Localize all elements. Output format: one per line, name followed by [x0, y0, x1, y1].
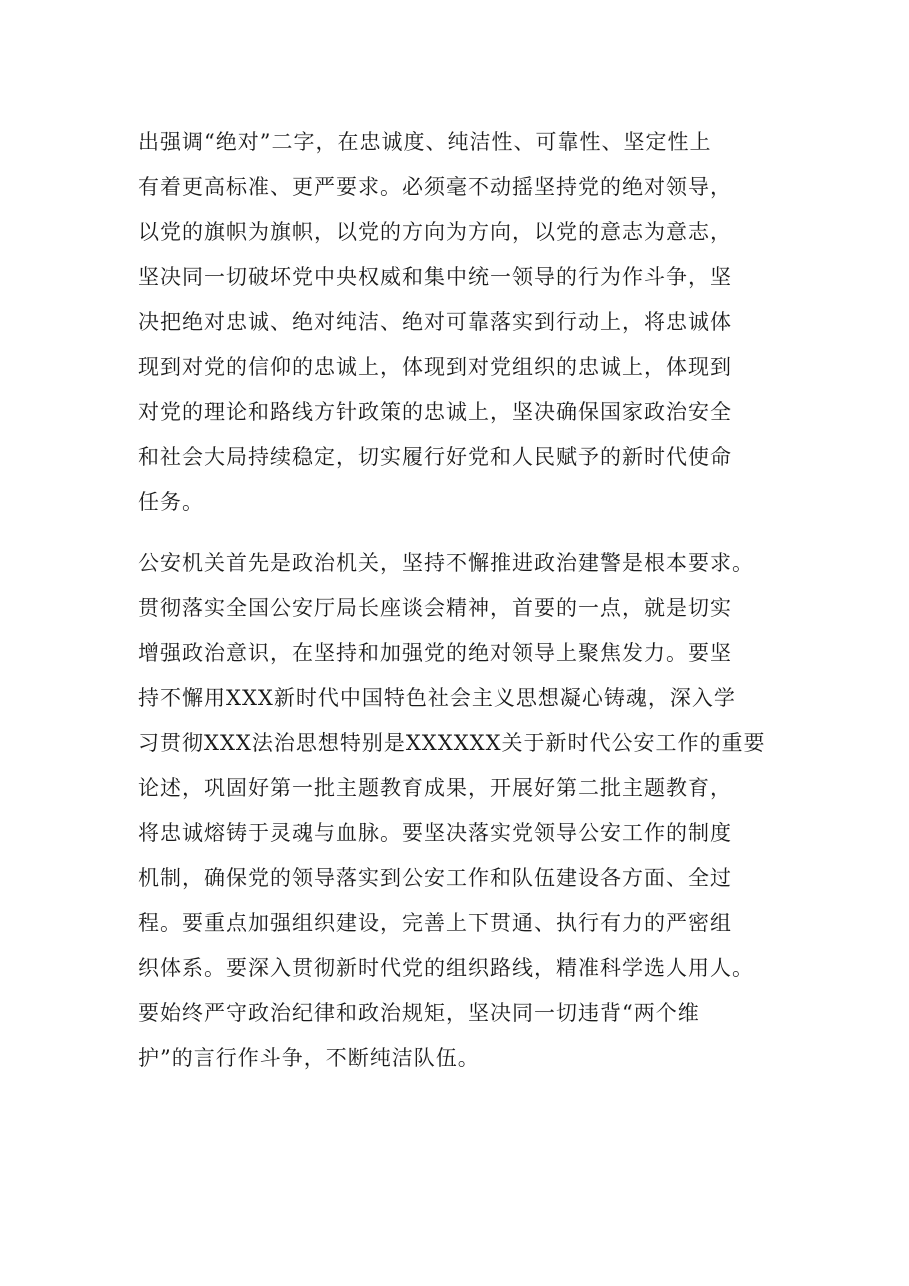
paragraph-line: 织体系。要深入贯彻新时代党的组织路线，精准科学选人用人。 — [138, 956, 754, 980]
paragraph-line: 决把绝对忠诚、绝对纯洁、绝对可靠落实到行动上，将忠诚体 — [138, 310, 732, 334]
paragraph-line: 将忠诚熔铸于灵魂与血脉。要坚决落实党领导公安工作的制度 — [138, 821, 732, 845]
paragraph-line: 任务。 — [138, 490, 204, 514]
paragraph-line: 机制，确保党的领导落实到公安工作和队伍建设各方面、全过 — [138, 866, 732, 890]
paragraph-line: 护”的言行作斗争，不断纯洁队伍。 — [138, 1046, 480, 1070]
paragraph-line: 出强调“绝对”二字，在忠诚度、纯洁性、可靠性、坚定性上 — [138, 130, 712, 154]
paragraph-line: 程。要重点加强组织建设，完善上下贯通、执行有力的严密组 — [138, 911, 732, 935]
paragraph-line: 公安机关首先是政治机关，坚持不懈推进政治建警是根本要求。 — [138, 551, 754, 575]
paragraph-line: 增强政治意识，在坚持和加强党的绝对领导上聚焦发力。要坚 — [138, 641, 732, 665]
paragraph-line: 对党的理论和路线方针政策的忠诚上，坚决确保国家政治安全 — [138, 400, 732, 424]
paragraph-line: 习贯彻XXX法治思想特别是XXXXXX关于新时代公安工作的重要 — [138, 731, 766, 755]
paragraph-line: 现到对党的信仰的忠诚上，体现到对党组织的忠诚上，体现到 — [138, 355, 732, 379]
paragraph-line: 论述，巩固好第一批主题教育成果，开展好第二批主题教育， — [138, 776, 732, 800]
paragraph-line: 坚决同一切破坏党中央权威和集中统一领导的行为作斗争，坚 — [138, 265, 732, 289]
paragraph-line: 要始终严守政治纪律和政治规矩，坚决同一切违背“两个维 — [138, 1001, 700, 1025]
paragraph-line: 贯彻落实全国公安厅局长座谈会精神，首要的一点，就是切实 — [138, 596, 732, 620]
paragraph-line: 以党的旗帜为旗帜，以党的方向为方向，以党的意志为意志， — [138, 220, 732, 244]
paragraph-line: 有着更高标准、更严要求。必须毫不动摇坚持党的绝对领导， — [138, 175, 732, 199]
paragraph-line: 持不懈用XXX新时代中国特色社会主义思想凝心铸魂，深入学 — [138, 686, 736, 710]
paragraph-line: 和社会大局持续稳定，切实履行好党和人民赋予的新时代使命 — [138, 445, 732, 469]
